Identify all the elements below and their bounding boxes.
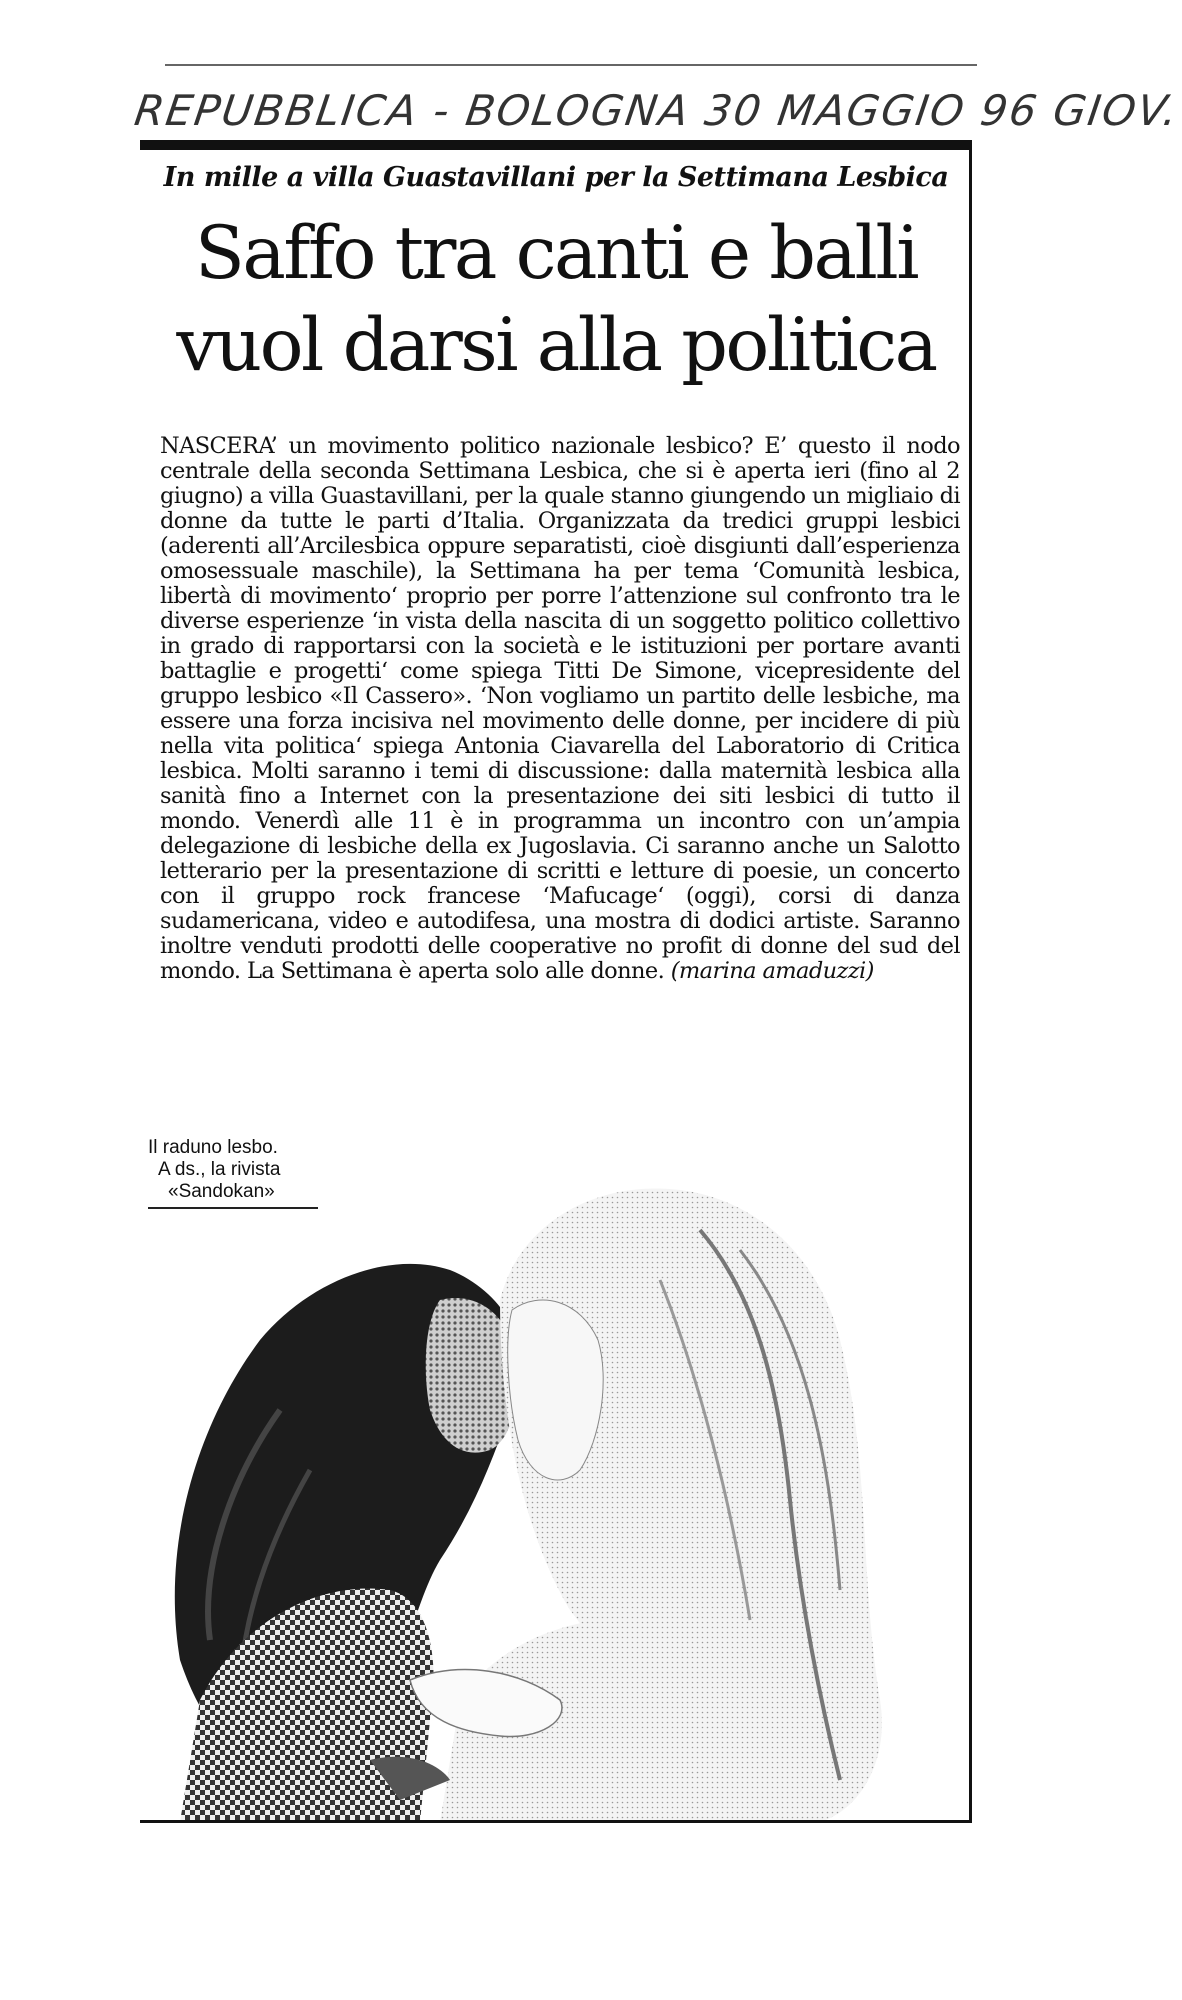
kicker: In mille a villa Guastavillani per la Settimana Lesbica xyxy=(163,162,949,193)
top-rule xyxy=(165,64,977,66)
bottom-rule xyxy=(140,1820,972,1823)
photo xyxy=(140,1140,972,1822)
byline: (marina amaduzzi) xyxy=(670,958,874,984)
article-text: NASCERA’ un movimento politico nazionale lesbico? E’ questo il nodo centrale della seconda Settimana Lesbica, che si è aperta ieri (fino al 2 giugno) a villa Guastavillani, per la quale stanno giungendo un migliaio di donne da tutte le parti d’Italia. Organizzata da tredici gruppi lesbici (aderenti all’Arcilesbica oppure separatisti, cioè disgiunti dall’esperienza omosessuale maschile), la Settimana ha per tema ‘Comunità lesbica, libertà di movimento‘ proprio per porre l’attenzione sul confronto tra le diverse esperienze ‘in vista della nascita di un soggetto politico collettivo in grado di rapportarsi con la società e le istituzioni per portare avanti battaglie e progetti‘ come spiega Titti De Simone, vicepresidente del gruppo lesbico «Il Cassero». ‘Non vogliamo un partito delle lesbiche, ma essere una forza incisiva nel movimento delle donne, per incidere di più nella vita politica‘ spiega Antonia Ciavarella del Laboratorio di Critica lesbica. Molti saranno i temi di discussione: dalla maternità lesbica alla sanità fino a Internet con la presentazione dei siti lesbici di tutto il mondo. Venerdì alle 11 è in programma un incontro con un’ampia delegazione di lesbiche della ex Jugoslavia. Ci saranno anche un Salotto letterario per la presentazione di scritti e letture di poesie, un concerto con il gruppo rock francese ‘Mafucage‘ (oggi), corsi di danza sudamericana, video e autodifesa, una mostra di dodici artiste. Saranno inoltre venduti prodotti delle cooperative no profit di donne del sud del mondo. La Settimana è aperta solo alle donne. xyxy=(160,433,960,984)
caption-line-1: Il raduno lesbo. xyxy=(148,1137,278,1158)
caption-line-2: A ds., la rivista xyxy=(158,1159,281,1180)
handwritten-source-note: REPUBBLICA - BOLOGNA 30 MAGGIO 96 GIOV. xyxy=(131,86,1182,135)
headline xyxy=(140,208,972,392)
photo-caption xyxy=(148,1137,328,1209)
headline-line-2: vuol darsi alla politica xyxy=(176,303,936,388)
article-body xyxy=(160,434,960,984)
caption-rule xyxy=(148,1207,318,1209)
caption-line-3: «Sandokan» xyxy=(168,1181,275,1202)
headline-line-1: Saffo tra canti e balli xyxy=(194,211,918,296)
